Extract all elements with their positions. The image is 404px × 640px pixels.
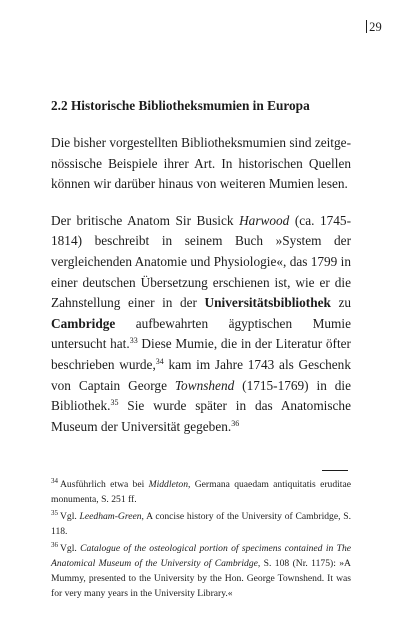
footnote-italic: Middleton xyxy=(148,479,189,490)
page-number-divider xyxy=(366,20,367,33)
footnote-36 xyxy=(51,541,351,601)
footnote-text: , S. 108 (Nr. 1175): »A Mummy, presented to the University by the Hon. George Townshend. It was for very many years in the University Library.« xyxy=(51,558,351,599)
text-run: kam im Jahre 1743 als Geschenk von Captain George xyxy=(51,356,351,393)
footnote-italic: Catalogue of the osteological portion of specimens contained in The Anatomical Museum of the University of Cambridge xyxy=(51,543,351,569)
footnote-number: 36 xyxy=(51,541,58,549)
footnote-text: Ausführlich etwa bei xyxy=(60,479,149,490)
text-run: Diese Mumie, die in der Literatur öfter beschrieben wurde, xyxy=(51,336,351,372)
footnote-ref-35[interactable]: 35 xyxy=(110,398,119,408)
footnote-ref-34[interactable]: 34 xyxy=(155,356,164,366)
page-number-text: 29 xyxy=(369,20,382,34)
paragraph-2 xyxy=(51,211,351,438)
text-run: Der britische Anatom Sir Busick xyxy=(51,212,240,228)
footnote-italic: Leedham-Green xyxy=(79,511,142,522)
footnote-text: , Germana quaedam antiquitatis eruditae monumenta, S. 251 ff. xyxy=(51,479,351,505)
text-run: aufbewahrten ägyptischen Mumie untersucht hat. xyxy=(51,315,351,352)
footnote-ref-33[interactable]: 33 xyxy=(129,336,138,346)
footnote-text: , A concise history of the University of Cambridge, S. 118. xyxy=(51,511,351,537)
text-run: Sie wurde später in das Anatomische Museum der Universität gegeben. xyxy=(51,398,351,434)
section-heading: 2.2 Historische Bibliotheksmumien in Europa xyxy=(51,98,310,113)
text-run: zu xyxy=(330,295,351,311)
term-cambridge: Cambridge xyxy=(51,315,116,331)
footnote-number: 34 xyxy=(51,477,58,485)
footnote-text: Vgl. xyxy=(60,511,80,522)
text-run: (1715-1769) in die Bibliothek. xyxy=(51,377,351,414)
name-harwood: Harwood xyxy=(239,212,290,228)
paragraph-1: Die bisher vorgestellten Bibliotheksmumien sind zeitgenössische Beispiele ihrer Art. In historischen Quellen können wir darüber hinaus von weiteren Mumien lesen. xyxy=(51,135,351,192)
footnote-separator xyxy=(322,470,348,471)
footnote-text: Vgl. xyxy=(60,543,81,554)
name-townshend: Townshend xyxy=(174,377,235,393)
text-run: (ca. 1745-1814) beschreibt in seinem Buch »System der vergleichenden Anatomie und Physiologie«, das 1799 in einer deutschen Übersetzung erschienen ist, wie er die Zahnstellung einer in der xyxy=(51,212,351,311)
footnotes xyxy=(51,477,351,603)
page-number xyxy=(366,20,382,35)
footnote-35 xyxy=(51,509,351,539)
main-text xyxy=(51,96,351,437)
footnote-34 xyxy=(51,477,351,507)
footnote-ref-36[interactable]: 36 xyxy=(231,418,240,428)
term-universitaetsbibliothek: Universitätsbibliothek xyxy=(204,295,331,311)
footnote-number: 35 xyxy=(51,509,58,517)
